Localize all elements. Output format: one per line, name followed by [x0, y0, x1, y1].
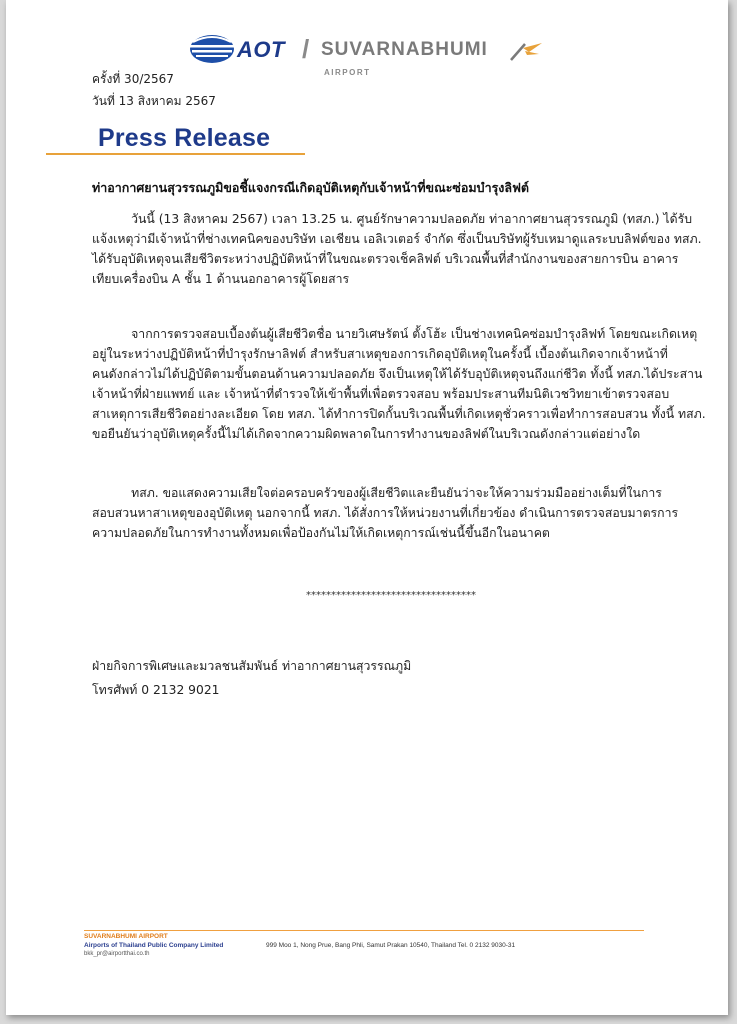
paragraph-line: อยู่ในระหว่างปฏิบัติหน้าที่บำรุงรักษาลิฟต์ สำหรับสาเหตุของการเกิดอุบัติเหตุในครั้งนี้ เบื้องต้นเกิดจากเจ้าหน้าที่	[92, 347, 668, 361]
release-number: ครั้งที่ 30/2567	[92, 72, 174, 86]
paragraph-line: คนดังกล่าวไม่ได้ปฏิบัติตามขั้นตอนด้านความปลอดภัย จึงเป็นเหตุให้ได้รับอุบัติเหตุจนถึงแก่ชีวิต ทั้งนี้ ทสภ.ได้ประสาน	[92, 367, 703, 381]
paragraph-line: ทสภ. ขอแสดงความเสียใจต่อครอบครัวของผู้เสียชีวิตและยืนยันว่าจะให้ความร่วมมืออย่างเต็มที่ในการ	[92, 486, 662, 500]
headline: ท่าอากาศยานสุวรรณภูมิขอชี้แจงกรณีเกิดอุบัติเหตุกับเจ้าหน้าที่ขณะซ่อมบำรุงลิฟต์	[92, 180, 530, 195]
separator-stars: **********************************	[306, 590, 476, 601]
press-release-title: Press Release	[98, 124, 271, 152]
paragraph-line: จากการตรวจสอบเบื้องต้นผู้เสียชีวิตชื่อ นายวิเศษรัตน์ ตั้งโฮ้ะ เป็นช่างเทคนิคซ่อมบำรุงลิฟท์ โดยขณะเกิดเหตุ	[92, 327, 698, 341]
footer-company: Airports of Thailand Public Company Limited	[84, 942, 224, 949]
paragraph-line: เทียบเครื่องบิน A ชั้น 1 ด้านนอกอาคารผู้โดยสาร	[92, 272, 350, 286]
paragraph-3	[92, 483, 706, 543]
header-logo	[189, 34, 549, 84]
paragraph-line: ขอยืนยันว่าอุบัติเหตุครั้งนี้ไม่ได้เกิดจากความผิดพลาดในการทำงานของลิฟต์ในบริเวณดังกล่าวแต่อย่างใด	[92, 427, 641, 441]
brand-divider: /	[302, 34, 310, 64]
title-underline	[46, 153, 305, 155]
contact-phone: โทรศัพท์ 0 2132 9021	[92, 683, 220, 697]
paragraph-line: ได้รับอุบัติเหตุจนเสียชีวิตระหว่างปฏิบัติหน้าที่ในขณะตรวจเช็คลิฟต์ บริเวณพื้นที่สำนักงานของสายการบิน อาคาร	[92, 252, 679, 266]
paragraph-2	[92, 324, 706, 444]
suvarnabhumi-logo-icon	[509, 40, 543, 62]
aot-logo-icon	[189, 34, 235, 64]
paragraph-line: สอบสวนหาสาเหตุของอุบัติเหตุ นอกจากนี้ ทสภ. ได้สั่งการให้หน่วยงานที่เกี่ยวข้อง ดำเนินการตรวจสอบมาตรการ	[92, 506, 679, 520]
paragraph-line: แจ้งเหตุว่ามีเจ้าหน้าที่ช่างเทคนิคของบริษัท เอเชียน เอลิเวเตอร์ จำกัด ซึ่งเป็นบริษัทผู้รับเหมาดูแลระบบลิฟต์ของ ทสภ.	[92, 232, 702, 246]
footer-airport-name: SUVARNABHUMI AIRPORT	[84, 933, 168, 940]
contact-department: ฝ่ายกิจการพิเศษและมวลชนสัมพันธ์ ท่าอากาศยานสุวรรณภูมิ	[92, 659, 412, 673]
paragraph-1	[92, 209, 706, 289]
paragraph-line: เจ้าหน้าที่ฝ่ายแพทย์ และ เจ้าหน้าที่ตำรวจให้เข้าพื้นที่เพื่อตรวจสอบ พร้อมประสานทีมนิติเวชวิทยาเข้าตรวจสอบ	[92, 387, 670, 401]
document-page	[6, 0, 728, 1015]
footer-email: bkk_pr@airportthai.co.th	[84, 951, 150, 957]
paragraph-line: วันนี้ (13 สิงหาคม 2567) เวลา 13.25 น. ศูนย์รักษาความปลอดภัย ท่าอากาศยานสุวรรณภูมิ (ทสภ.) ได้รับ	[92, 212, 693, 226]
brand-aot: AOT	[237, 37, 285, 62]
paragraph-line: สาเหตุการเสียชีวิตอย่างละเอียด โดย ทสภ. ได้ทำการปิดกั้นบริเวณพื้นที่เกิดเหตุชั่วคราวเพื่อทำการสอบสวน ทั้งนี้ ทสภ.	[92, 407, 706, 421]
footer-address: 999 Moo 1, Nong Prue, Bang Phli, Samut Prakan 10540, Thailand Tel. 0 2132 9030-31	[266, 942, 516, 949]
brand-suvarnabhumi: SUVARNABHUMI	[321, 39, 488, 60]
brand-airport: AIRPORT	[324, 68, 371, 77]
footer-divider	[84, 930, 644, 931]
release-date: วันที่ 13 สิงหาคม 2567	[92, 94, 216, 108]
paragraph-line: ความปลอดภัยในการทำงานทั้งหมดเพื่อป้องกันไม่ให้เกิดเหตุการณ์เช่นนี้ขึ้นอีกในอนาคต	[92, 526, 550, 540]
